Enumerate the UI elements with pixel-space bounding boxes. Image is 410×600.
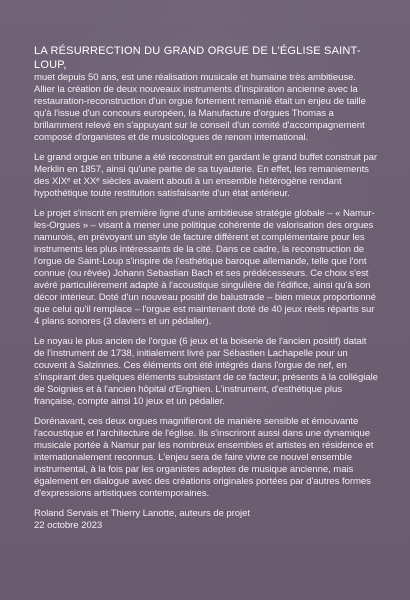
document-body — [34, 44, 378, 532]
paragraph-projet: Le projet s'inscrit en première ligne d'une ambitieuse stratégie globale – « Namur-les-Orgues » – visant à mener une politique cohérente de valorisation des orgues namurois, en prévoyant un style de facture différent et complémentaire pour les instruments les plus intéressants de la cité. Dans ce cadre, la reconstruction de l'orgue de Saint-Loup s'inspire de l'esthétique baroque allemande, telle que l'ont connue (ou rêvée) Johann Sebastian Bach et ses prédécesseurs. Ce choix s'est avéré particulièrement adapté à l'acoustique singulière de l'édifice, ainsi qu'à son décor intérieur. Doté d'un nouveau positif de balustrade – bien mieux proportionné que celui qu'il remplace – l'orgue est maintenant doté de 40 jeux réels répartis sur 4 plans sonores (3 claviers et un pédalier). — [34, 208, 376, 327]
signature-block — [34, 508, 378, 532]
paragraph-intro: muet depuis 50 ans, est une réalisation musicale et humaine très ambitieuse. Allier la création de deux nouveaux instruments d'inspiration ancienne avec la restauration-reconstruction d'un orgue fortement remanié était un enjeu de taille qu'à l'issue d'un concours européen, la Manufacture d'orgues Thomas a brillamment relevé en s'appuyant sur le conseil d'un comité d'accompagnement composé d'organistes et de musicologues de renom international. — [34, 72, 366, 143]
paragraph-noyau: Le noyau le plus ancien de l'orgue (6 jeux et la boiserie de l'ancien positif) datait de l'instrument de 1738, initialement livré par Sébastien Lachapelle pour un couvent à Salzinnes. Ces éléments ont été intégrés dans l'orgue de nef, en s'inspirant des quelques éléments subsistant de ce facteur, présents à la collégiale de Soignies et à l'ancien hôpital d'Enghien. L'instrument, d'esthétique plus française, compte ainsi 10 jeux et un pédalier. — [34, 336, 378, 407]
document-title: LA RÉSURRECTION DU GRAND ORGUE DE L'ÉGLISE SAINT-LOUP, — [34, 45, 361, 71]
signature-date: 22 octobre 2023 — [34, 520, 103, 531]
paragraph-grand-orgue: Le grand orgue en tribune a été reconstruit en gardant le grand buffet construit par Merklin en 1857, ainsi qu'une partie de sa tuyauterie. En effet, les remaniements des XIXᵉ et XXᵉ siècles avaient abouti à un ensemble hétérogène rendant hypothétique toute restitution satisfaisante d'un état antérieur. — [34, 152, 377, 199]
signature-authors: Roland Servais et Thierry Lanotte, auteurs de projet — [34, 508, 250, 519]
paragraph-dorenavant: Dorénavant, ces deux orgues magnifieront de manière sensible et émouvante l'acoustique et l'architecture de l'église. Ils s'inscriront aussi dans une dynamique musicale portée à Namur par les nombreux ensembles et artistes en résidence et internationalement reconnus. L'enjeu sera de faire vivre ce nouvel ensemble instrumental, à la fois par les organistes adeptes de musique ancienne, mais également en dialogue avec des créations originales portées par d'autres formes d'expressions artistiques contemporaines. — [34, 416, 374, 499]
